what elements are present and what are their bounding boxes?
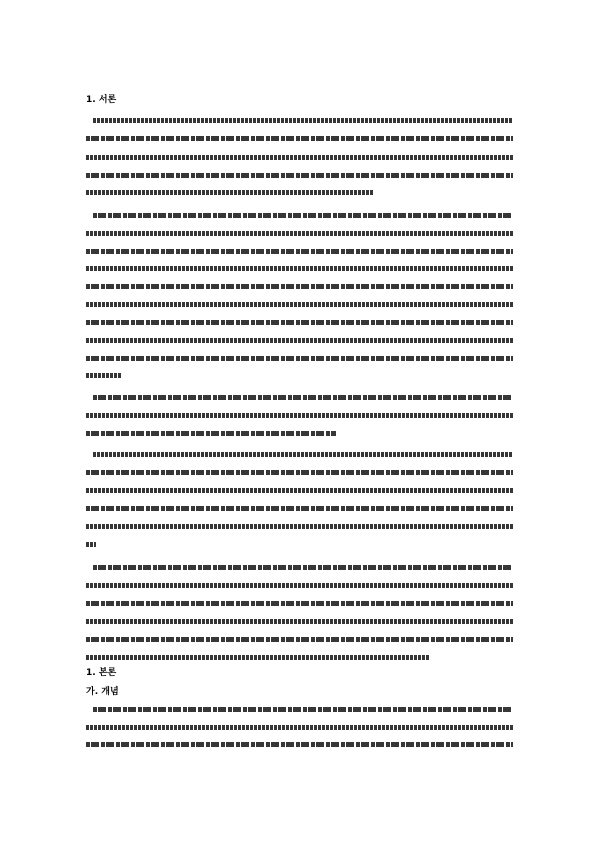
text-line: [86, 506, 513, 511]
text-line: [86, 413, 513, 418]
text-line: [93, 452, 513, 457]
text-line: [86, 542, 96, 547]
text-line: [93, 213, 513, 218]
text-line: [86, 601, 513, 606]
text-line: [86, 742, 513, 747]
text-line: [86, 637, 513, 642]
text-line: [86, 725, 513, 730]
text-line: [86, 136, 513, 141]
text-line: [86, 356, 513, 361]
text-line: [86, 320, 513, 325]
text-line: [86, 524, 513, 529]
text-line: [86, 655, 430, 660]
text-line: [86, 619, 513, 624]
text-line: [86, 190, 374, 195]
text-line: [93, 118, 513, 123]
subsection-heading-concept: 가. 개념: [86, 687, 119, 697]
text-line: [86, 155, 513, 160]
section-heading-body: 1. 본론: [86, 668, 117, 678]
text-line: [86, 302, 513, 307]
text-line: [86, 488, 513, 493]
text-line: [93, 707, 513, 712]
text-line: [86, 470, 513, 475]
text-line: [86, 173, 513, 178]
text-line: [86, 431, 336, 436]
text-line: [86, 266, 513, 271]
text-line: [86, 284, 513, 289]
section-heading-intro: 1. 서론: [86, 95, 117, 105]
text-line: [86, 231, 513, 236]
text-line: [86, 373, 122, 378]
text-line: [86, 583, 513, 588]
text-line: [93, 565, 513, 570]
text-line: [93, 395, 513, 400]
text-line: [86, 338, 513, 343]
text-line: [86, 249, 513, 254]
